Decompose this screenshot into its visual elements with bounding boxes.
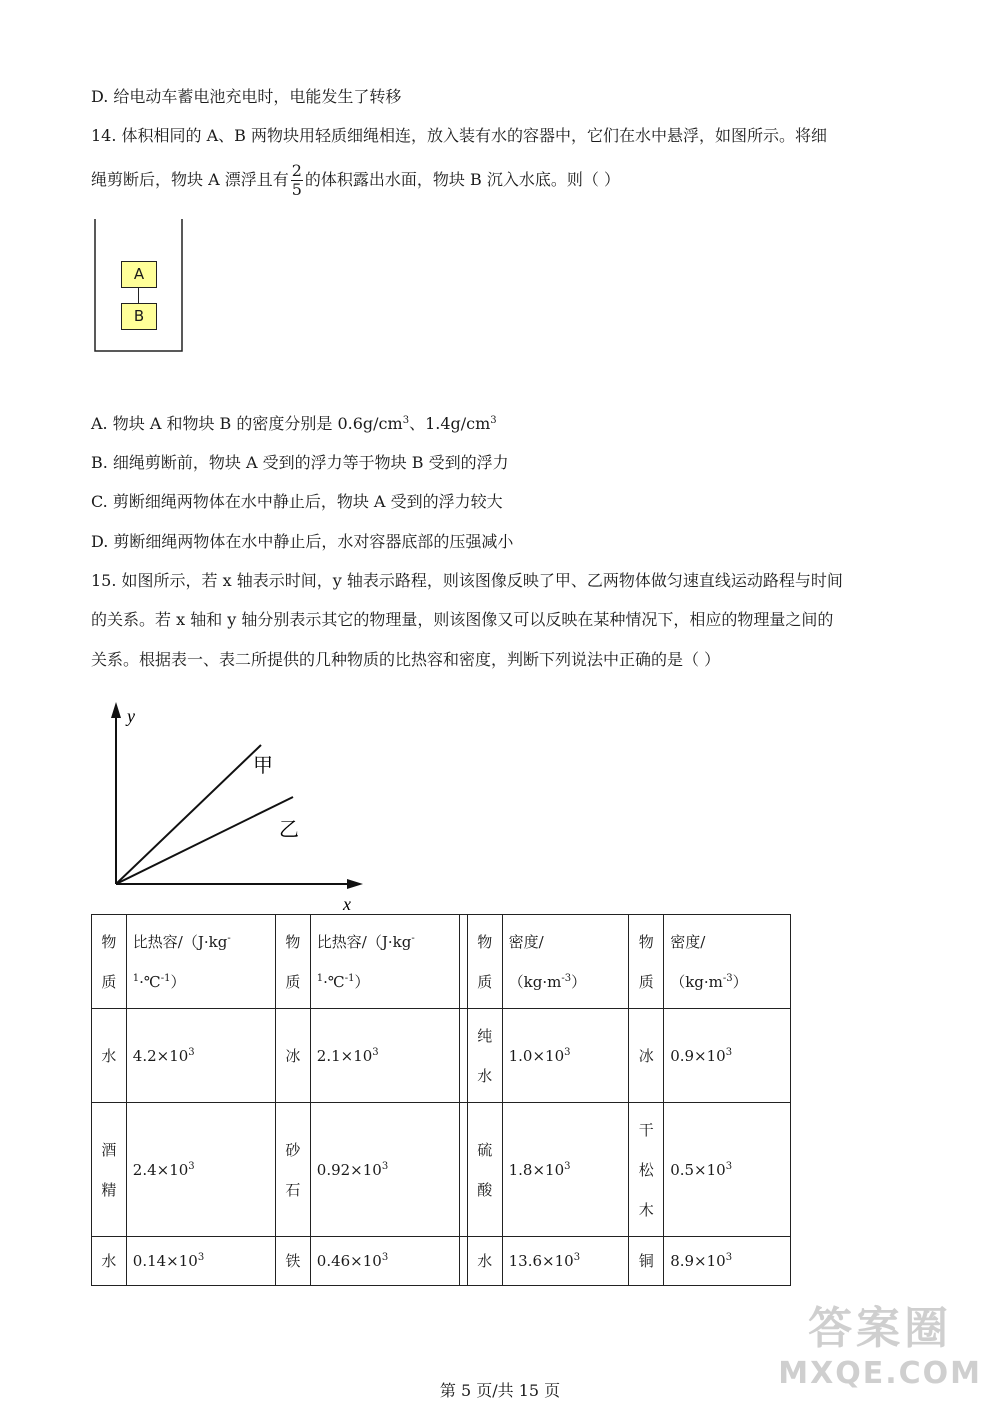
exp: 3 <box>725 1160 733 1172</box>
val: 0.92×10 <box>316 1160 382 1179</box>
cell-value <box>126 1237 275 1286</box>
header-heat-capacity-2 <box>310 915 459 1009</box>
cell-substance: 冰 <box>276 1009 311 1103</box>
hc-sup-2: 1 <box>132 972 140 984</box>
fraction-denominator: 5 <box>291 180 302 199</box>
cell-value <box>664 1237 791 1286</box>
table-gap <box>460 1237 468 1286</box>
opt-a-text-2: 、1.4g/cm <box>409 414 491 433</box>
q15-stem-line-1: 15. 如图所示，若 x 轴表示时间，y 轴表示路程，则该图像反映了甲、乙两物体做匀速直线运动路程与时间 <box>91 571 843 590</box>
watermark-line-2: MXQE.COM <box>778 1356 982 1391</box>
fraction-two-fifths <box>291 162 303 199</box>
cell-substance: 铁 <box>276 1237 311 1286</box>
hc2-text-3: ·℃ <box>323 972 345 991</box>
line-yi <box>116 797 293 884</box>
header-substance-4: 物 质 <box>629 915 664 1009</box>
cell-value <box>310 1237 459 1286</box>
opt-a-sup-1: 3 <box>402 415 410 426</box>
table-header-row <box>92 915 791 1009</box>
val: 0.14×10 <box>132 1252 198 1270</box>
cell-value <box>502 1237 629 1286</box>
val: 8.9×10 <box>670 1252 726 1270</box>
exp: 3 <box>725 1252 733 1263</box>
val: 0.46×10 <box>316 1252 382 1270</box>
cell-substance: 干 松 木 <box>629 1103 664 1237</box>
table-row <box>92 1009 791 1103</box>
y-axis-label: y <box>127 706 135 726</box>
val: 2.4×10 <box>132 1160 189 1179</box>
string <box>138 287 139 303</box>
cell-substance: 酒 精 <box>92 1103 127 1237</box>
exp: 3 <box>564 1046 571 1058</box>
cell-value <box>310 1103 459 1237</box>
cell-value <box>126 1009 275 1103</box>
cell-substance: 冰 <box>629 1009 664 1103</box>
val: 13.6×10 <box>508 1252 574 1270</box>
val: 0.5×10 <box>670 1160 726 1179</box>
cell-value <box>502 1103 629 1237</box>
cell-substance: 砂 石 <box>276 1103 311 1237</box>
header-density-2 <box>664 915 791 1009</box>
q14-option-b: B. 细绳剪断前，物块 A 受到的浮力等于物块 B 受到的浮力 <box>91 453 509 472</box>
q13-option-d: D. 给电动车蓄电池充电时，电能发生了转移 <box>91 87 402 106</box>
q14-stem-line-1: 14. 体积相同的 A、B 两物块用轻质细绳相连，放入装有水的容器中，它们在水中悬浮，如图所示。将细 <box>91 126 828 145</box>
table-gap <box>460 1103 468 1237</box>
block-a: A <box>121 261 157 288</box>
header-heat-capacity <box>126 915 275 1009</box>
cell-substance: 纯 水 <box>467 1009 502 1103</box>
exp: 3 <box>573 1252 581 1263</box>
cell-value <box>126 1103 275 1237</box>
den2-sup: -3 <box>722 972 733 984</box>
den-text: 密度/ <box>508 932 544 951</box>
line-graph <box>95 700 375 910</box>
cell-substance: 水 <box>467 1237 502 1286</box>
header-substance: 物 质 <box>92 915 127 1009</box>
label-jia: 甲 <box>253 753 273 777</box>
table-gap <box>460 1009 468 1103</box>
den2-unit: （kg·m <box>670 972 723 991</box>
den2-text: 密度/ <box>670 932 706 951</box>
exp: 3 <box>372 1046 379 1058</box>
hc2-sup-4: -1 <box>344 972 355 984</box>
cell-substance: 铜 <box>629 1237 664 1286</box>
q15-stem-line-2: 的关系。若 x 轴和 y 轴分别表示其它的物理量，则该图像又可以反映在某种情况下，相应的物理量之间的 <box>91 610 834 629</box>
header-density <box>502 915 629 1009</box>
q15-stem-line-3: 关系。根据表一、表二所提供的几种物质的比热容和密度，判断下列说法中正确的是（ ） <box>91 650 721 669</box>
x-axis-label: x <box>343 894 351 910</box>
hc2-text-5: ） <box>354 972 370 991</box>
q14-option-c: C. 剪断细绳两物体在水中静止后，物块 A 受到的浮力较大 <box>91 492 503 511</box>
cell-substance: 硫 酸 <box>467 1103 502 1237</box>
den-unit: （kg·m <box>508 972 562 991</box>
hc-sup-4: -1 <box>160 972 171 984</box>
hc-text: 比热容/（J·kg <box>132 932 228 951</box>
hc2-sup: - <box>411 932 415 944</box>
q14-option-d: D. 剪断细绳两物体在水中静止后，水对容器底部的压强减小 <box>91 532 514 551</box>
q14-stem-line-2 <box>91 158 620 202</box>
cell-value <box>664 1009 791 1103</box>
page-footer: 第 5 页/共 15 页 <box>439 1381 561 1400</box>
hc2-sup-2: 1 <box>316 972 324 984</box>
table-row <box>92 1103 791 1237</box>
container-figure <box>94 219 180 350</box>
den-end: ） <box>571 972 587 991</box>
label-yi: 乙 <box>279 817 299 841</box>
cell-substance: 水 <box>92 1009 127 1103</box>
val: 1.0×10 <box>508 1046 565 1065</box>
den-sup: -3 <box>561 972 572 984</box>
exp: 3 <box>564 1160 571 1172</box>
table-gap <box>460 915 468 1009</box>
val: 1.8×10 <box>508 1160 565 1179</box>
watermark-logo <box>778 1292 982 1391</box>
x-axis-arrow <box>347 879 363 889</box>
hc-text-3: ·℃ <box>139 972 161 991</box>
hc2-text: 比热容/（J·kg <box>316 932 412 951</box>
y-axis-arrow <box>111 702 121 718</box>
cell-value <box>310 1009 459 1103</box>
cell-value <box>664 1103 791 1237</box>
exp: 3 <box>725 1046 733 1058</box>
exp: 3 <box>381 1160 389 1172</box>
val: 4.2×10 <box>132 1046 189 1065</box>
watermark-line-1: 答案圈 <box>808 1303 953 1354</box>
q14-option-a <box>91 412 497 436</box>
opt-a-text-1: A. 物块 A 和物块 B 的密度分别是 0.6g/cm <box>91 414 403 433</box>
den2-end: ） <box>732 972 748 991</box>
table-row <box>92 1237 791 1286</box>
q14-stem-part-a: 绳剪断后，物块 A 漂浮且有 <box>91 170 289 189</box>
cell-value <box>502 1009 629 1103</box>
fraction-numerator: 2 <box>291 161 302 180</box>
cell-substance: 水 <box>92 1237 127 1286</box>
properties-table <box>91 914 791 1286</box>
block-b: B <box>121 303 157 330</box>
exp: 3 <box>188 1046 195 1058</box>
q14-stem-part-b: 的体积露出水面，物块 B 沉入水底。则（ ） <box>304 170 620 189</box>
line-jia <box>116 745 261 884</box>
exp: 3 <box>197 1252 205 1263</box>
val: 2.1×10 <box>316 1046 373 1065</box>
opt-a-sup-2: 3 <box>490 415 497 426</box>
val: 0.9×10 <box>670 1046 726 1065</box>
hc-text-5: ） <box>170 972 186 991</box>
hc-sup: - <box>227 932 231 944</box>
exp: 3 <box>188 1160 195 1172</box>
header-substance-2: 物 质 <box>276 915 311 1009</box>
header-substance-3: 物 质 <box>467 915 502 1009</box>
exp: 3 <box>381 1252 389 1263</box>
